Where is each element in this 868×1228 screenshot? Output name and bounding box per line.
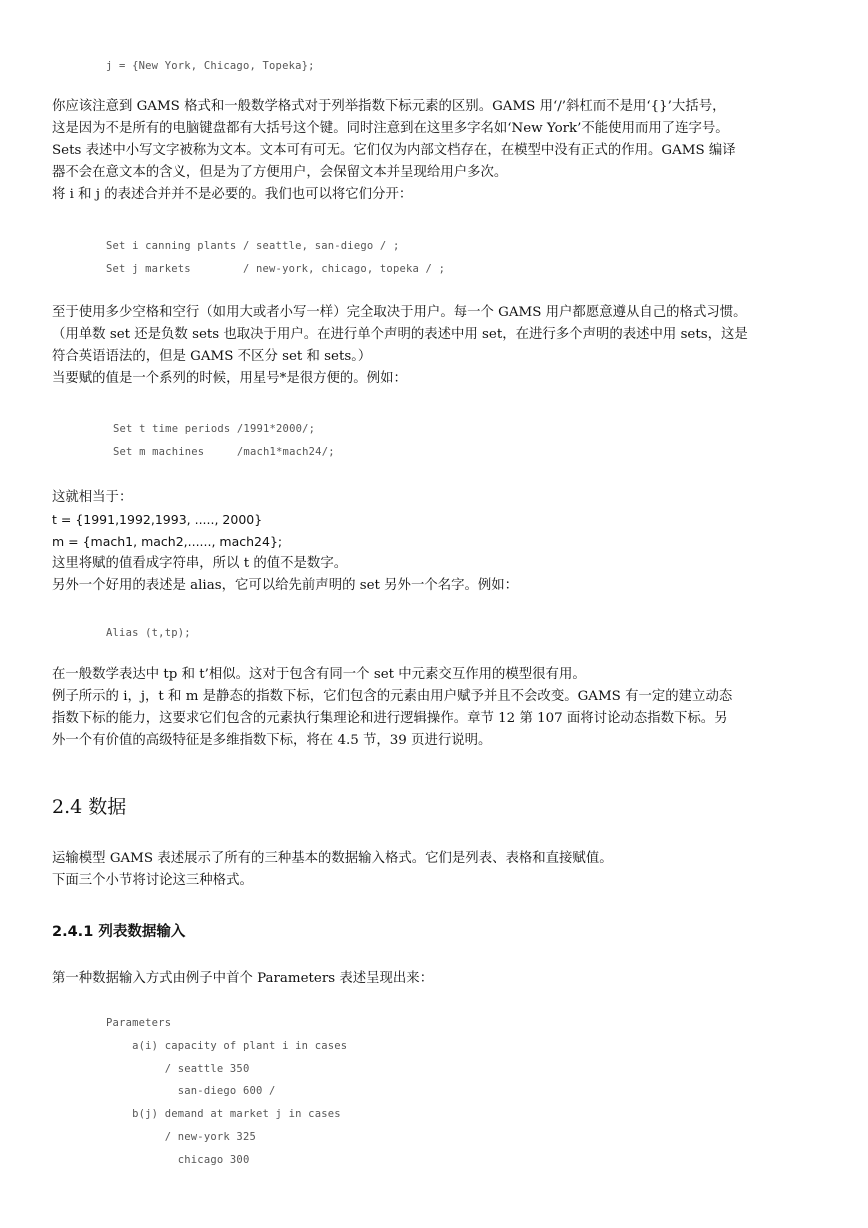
text-line: 另外一个好用的表述是 alias，它可以给先前声明的 set 另外一个名字。例如： [52, 578, 519, 593]
text-line: 例子所示的 i，j，t 和 m 是静态的指数下标，它们包含的元素由用户赋予并且不会改变。GAMS 有一定的建立动态 [52, 689, 733, 704]
paragraph-spacing-sets [52, 302, 822, 390]
paragraph-data-formats [52, 848, 822, 892]
text-line: 当要赋的值是一个系列的时候，用星号*是很方便的。例如： [52, 371, 407, 386]
text-line: 外一个有价值的高级特征是多维指数下标，将在 4.5 节，39 页进行说明。 [52, 733, 492, 748]
paragraph-gams-format [52, 96, 822, 206]
text-line: Sets 表述中小写文字被称为文本。文本可有可无。它们仅为内部文档存在，在模型中没有正式的作用。GAMS 编译 [52, 143, 736, 158]
text-line: 将 i 和 j 的表述合并并不是必要的。我们也可以将它们分开： [52, 187, 413, 202]
code-set-m-line: Set m machines /mach1*mach24/; [113, 446, 335, 458]
text-line: t = {1991,1992,1993, ....., 2000} [52, 512, 263, 527]
code-parameters-line: chicago 300 [106, 1154, 250, 1166]
code-set-j-braces: j = {New York, Chicago, Topeka}; [106, 60, 315, 72]
text-line: 至于使用多少空格和空行（如用大或者小写一样）完全取决于用户。每一个 GAMS 用户都愿意遵从自己的格式习惯。 [52, 305, 747, 320]
text-line: 这是因为不是所有的电脑键盘都有大括号这个键。同时注意到在这里多字名如‘New York’不能使用而用了连字号。 [52, 121, 729, 136]
text-line: 第一种数据输入方式由例子中首个 Parameters 表述呈现出来： [52, 971, 434, 986]
text-line: m = {mach1, mach2,......, mach24}; [52, 534, 283, 549]
paragraph-list-input [52, 968, 822, 990]
code-alias-line: Alias (t,tp); [106, 627, 191, 639]
code-parameters-line: san-diego 600 / [106, 1085, 276, 1097]
code-parameters-line: / new-york 325 [106, 1131, 256, 1143]
text-line: 指数下标的能力，这要求它们包含的元素执行集理论和进行逻辑操作。章节 12 第 107 面将讨论动态指数下标。另 [52, 711, 728, 726]
code-parameters-line: Parameters [106, 1017, 172, 1029]
text-line: 符合英语语法的，但是 GAMS 不区分 set 和 sets。） [52, 349, 372, 364]
text-line: （用单数 set 还是负数 sets 也取决于用户。在进行单个声明的表述中用 set，在进行多个声明的表述中用 sets，这是 [52, 327, 748, 342]
text-line: 这就相当于： [52, 490, 133, 505]
paragraph-equivalent [52, 487, 822, 597]
code-parameters-line: / seattle 350 [106, 1063, 250, 1075]
section-heading-2-4-1: 2.4.1 列表数据输入 [52, 924, 186, 940]
code-set-i-line: Set i canning plants / seattle, san-diego / ; [106, 240, 400, 252]
code-set-t-line: Set t time periods /1991*2000/; [113, 423, 316, 435]
text-line: 运输模型 GAMS 表述展示了所有的三种基本的数据输入格式。它们是列表、表格和直接赋值。 [52, 851, 613, 866]
text-line: 你应该注意到 GAMS 格式和一般数学格式对于列举指数下标元素的区别。GAMS 用‘/’斜杠而不是用‘{}’大括号， [52, 99, 726, 114]
paragraph-alias-usage [52, 664, 822, 752]
text-line: 器不会在意文本的含义，但是为了方便用户，会保留文本并呈现给用户多次。 [52, 165, 508, 180]
section-heading-2-4: 2.4 数据 [52, 796, 127, 818]
code-parameters-line: a(i) capacity of plant i in cases [106, 1040, 348, 1052]
code-parameters-line: b(j) demand at market j in cases [106, 1108, 341, 1120]
text-line: 这里将赋的值看成字符串，所以 t 的值不是数字。 [52, 556, 348, 571]
text-line: 在一般数学表达中 tp 和 t’相似。这对于包含有同一个 set 中元素交互作用的模型很有用。 [52, 667, 586, 682]
text-line: 下面三个小节将讨论这三种格式。 [52, 873, 253, 888]
code-set-j-line: Set j markets / new-york, chicago, topeka / ; [106, 263, 446, 275]
